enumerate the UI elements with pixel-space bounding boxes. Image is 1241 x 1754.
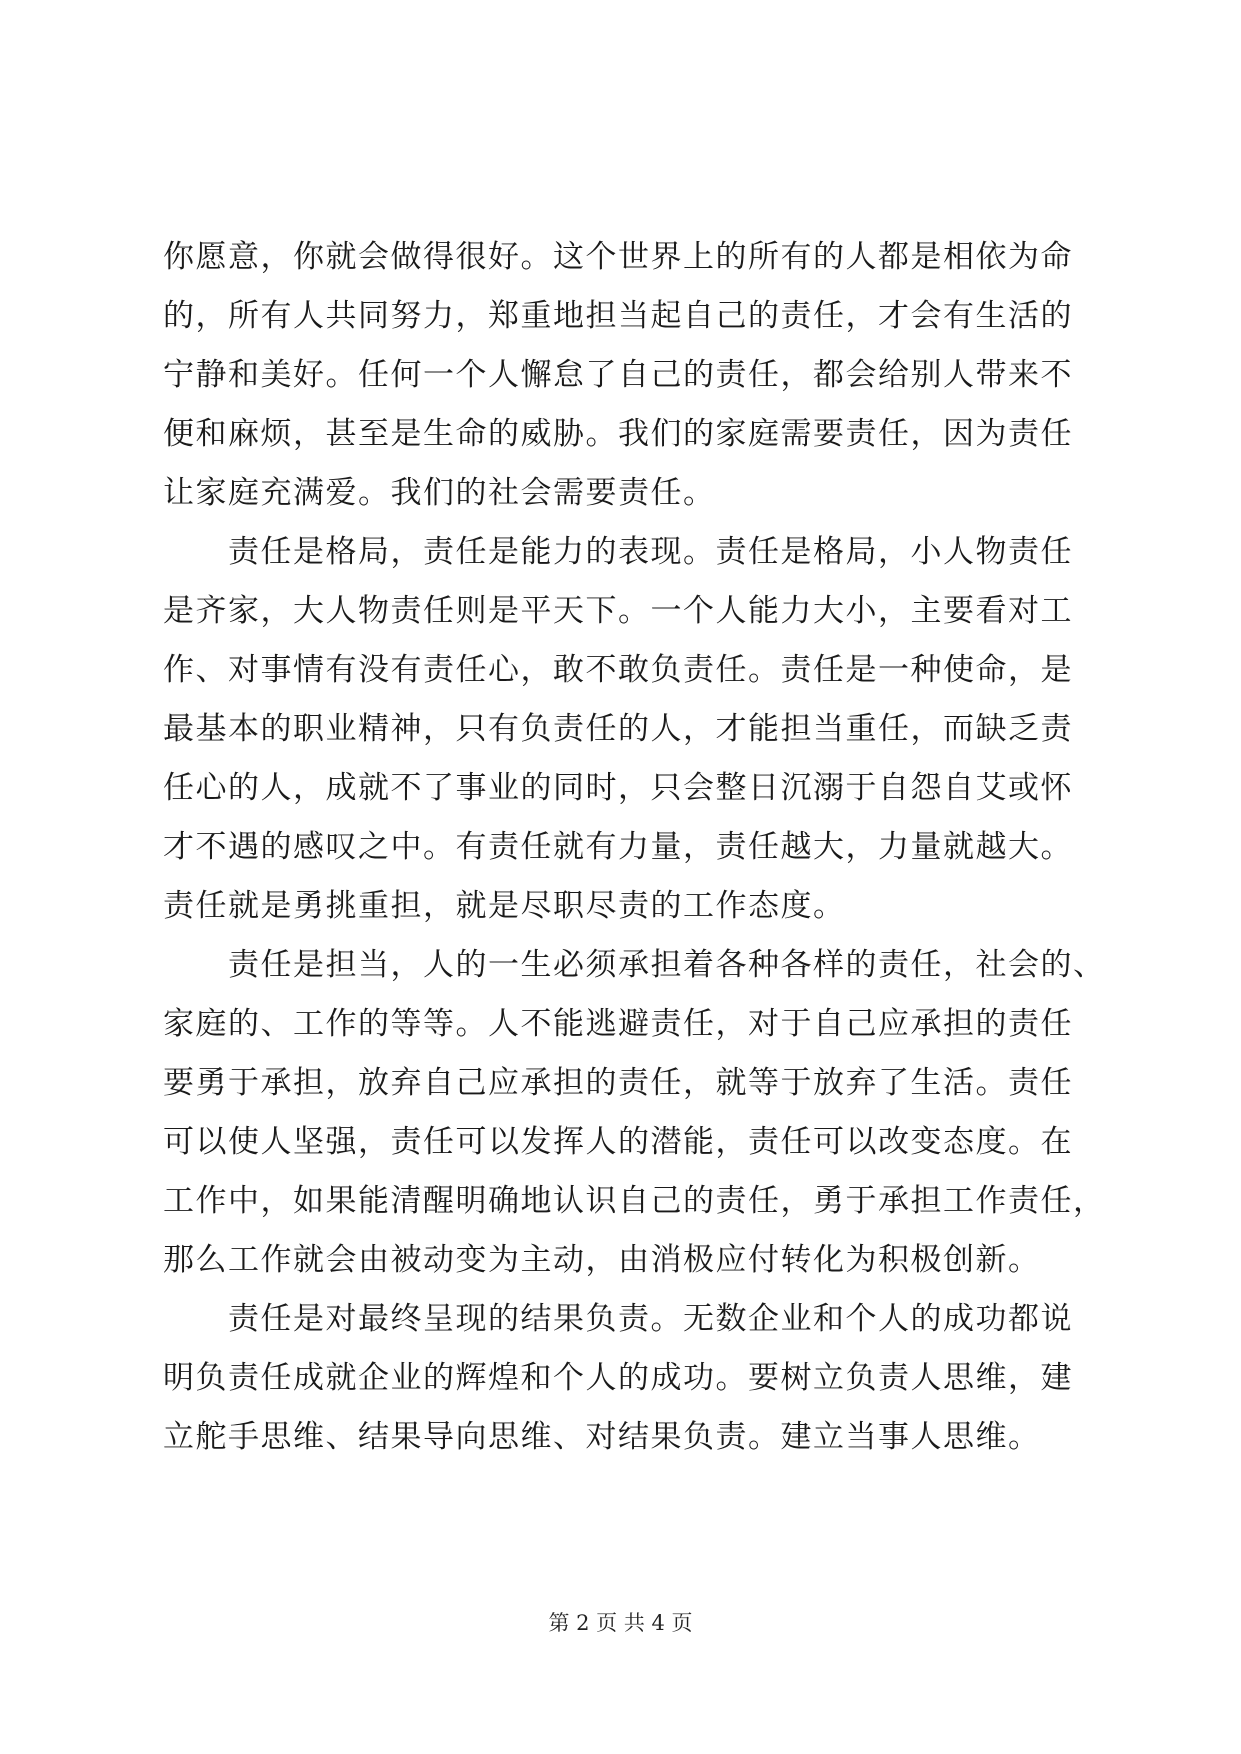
text-line: 明负责任成就企业的辉煌和个人的成功。要树立负责人思维，建 [163, 1360, 1073, 1396]
text-line: 责任就是勇挑重担，就是尽职尽责的工作态度。 [163, 888, 846, 924]
text-line: 那么工作就会由被动变为主动，由消极应付转化为积极创新。 [163, 1242, 1041, 1278]
text-line: 可以使人坚强，责任可以发挥人的潜能，责任可以改变态度。在 [163, 1124, 1073, 1160]
text-line: 家庭的、工作的等等。人不能逃避责任，对于自己应承担的责任 [163, 1006, 1073, 1042]
page-number-footer: 第 2 页 共 4 页 [548, 1611, 693, 1635]
text-line: 责任是格局，责任是能力的表现。责任是格局，小人物责任 [163, 534, 1073, 570]
text-line: 让家庭充满爱。我们的社会需要责任。 [163, 475, 716, 511]
text-line: 责任是对最终呈现的结果负责。无数企业和个人的成功都说 [163, 1301, 1073, 1337]
text-line: 立舵手思维、结果导向思维、对结果负责。建立当事人思维。 [163, 1419, 1041, 1455]
text-line: 作、对事情有没有责任心，敢不敢负责任。责任是一种使命，是 [163, 652, 1073, 688]
text-line: 任心的人，成就不了事业的同时，只会整日沉溺于自怨自艾或怀 [163, 770, 1073, 806]
text-line: 的，所有人共同努力，郑重地担当起自己的责任，才会有生活的 [163, 298, 1073, 334]
body-text [163, 228, 1106, 1467]
text-line: 便和麻烦，甚至是生命的威胁。我们的家庭需要责任，因为责任 [163, 416, 1073, 452]
text-line: 才不遇的感叹之中。有责任就有力量，责任越大，力量就越大。 [163, 829, 1073, 865]
text-line: 要勇于承担，放弃自己应承担的责任，就等于放弃了生活。责任 [163, 1065, 1073, 1101]
text-line: 你愿意，你就会做得很好。这个世界上的所有的人都是相依为命 [163, 239, 1073, 275]
text-line: 工作中，如果能清醒明确地认识自己的责任，勇于承担工作责任， [163, 1183, 1106, 1219]
text-line: 宁静和美好。任何一个人懈怠了自己的责任，都会给别人带来不 [163, 357, 1073, 393]
text-line: 责任是担当，人的一生必须承担着各种各样的责任，社会的、 [163, 947, 1106, 983]
text-line: 最基本的职业精神，只有负责任的人，才能担当重任，而缺乏责 [163, 711, 1073, 747]
text-line: 是齐家，大人物责任则是平天下。一个人能力大小，主要看对工 [163, 593, 1073, 629]
